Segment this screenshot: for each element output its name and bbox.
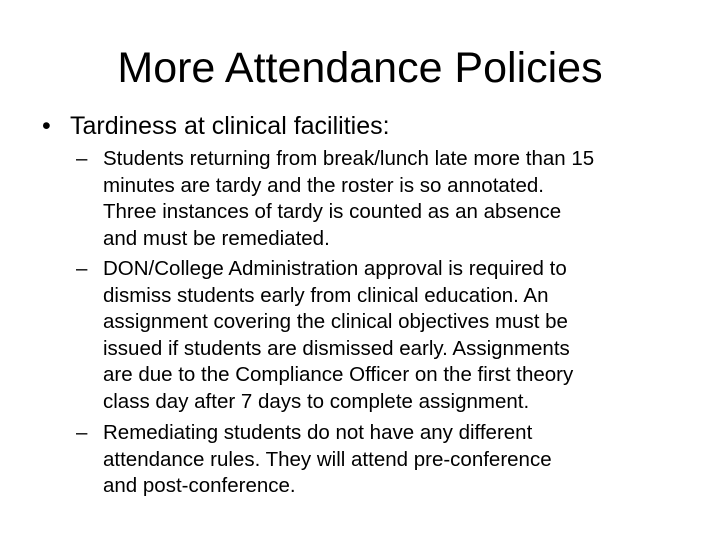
subitem-line: issued if students are dismissed early. Assignments [103,336,570,360]
subitem-line: attendance rules. They will attend pre-conference [103,447,552,471]
subitem-line: dismiss students early from clinical education. An [103,283,549,307]
bullet-marker: • [42,112,51,140]
subitem-line: Remediating students do not have any different [103,421,533,444]
subitem-line: are due to the Compliance Officer on the first theory [103,363,574,386]
dash-marker: – [76,257,88,280]
subitem-line: minutes are tardy and the roster is so annotated. [103,173,545,197]
subitem-line: DON/College Administration approval is required to [103,257,567,280]
subitem-text [103,146,683,252]
subitem-text [103,256,683,415]
subitem-line: Three instances of tardy is counted as an absence [103,200,562,223]
subitem-text [103,420,683,500]
slide-title: More Attendance Policies [117,44,603,92]
subitem-line: and post-conference. [103,474,296,497]
subitem-line: assignment covering the clinical objectives must be [103,310,568,333]
dash-marker: – [76,421,88,444]
subitem-line: class day after 7 days to complete assignment. [103,389,530,413]
dash-marker: – [76,147,88,170]
subitem-line: and must be remediated. [103,226,330,250]
bullet-text: Tardiness at clinical facilities: [70,112,390,140]
subitem-line: Students returning from break/lunch late more than 15 [103,147,595,170]
